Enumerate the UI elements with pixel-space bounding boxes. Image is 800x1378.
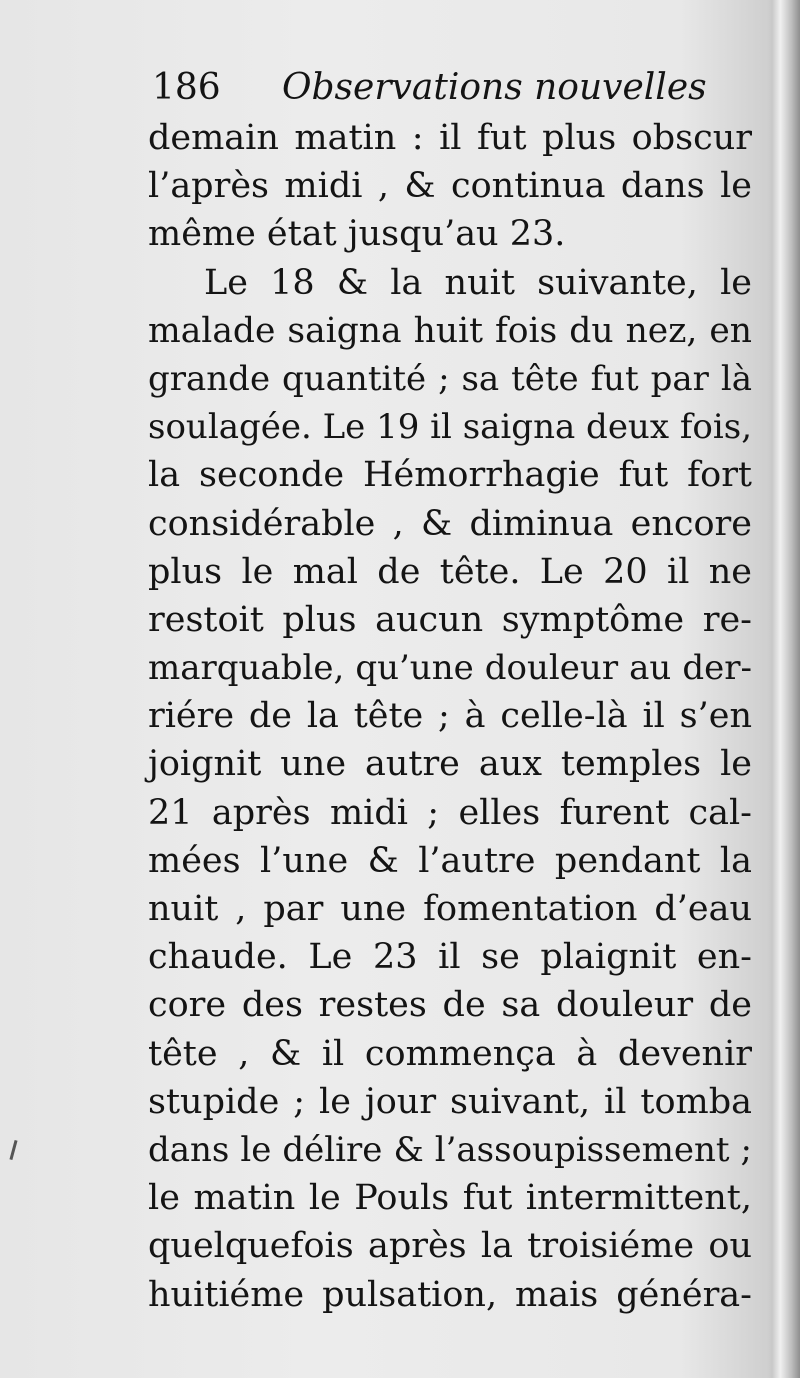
text-line: le matin le Pouls fut intermittent, xyxy=(148,1178,752,1219)
text-line: demain matin : il fut plus obscur xyxy=(148,118,752,158)
text-line: joignit une autre aux temples le xyxy=(148,744,752,785)
text-line: soulagée. Le 19 il saigna deux fois, xyxy=(148,407,752,448)
text-line: plus le mal de tête. Le 20 il ne xyxy=(148,551,752,592)
text-line: tête , & il commença à devenir xyxy=(148,1033,752,1074)
text-line: malade saigna huit fois du nez, en xyxy=(148,310,752,351)
page-gutter xyxy=(772,0,800,1378)
text-line: marquable, qu’une douleur au der- xyxy=(148,648,752,689)
running-title: Observations nouvelles xyxy=(282,67,707,108)
text-line: grande quantité ; sa tête fut par là xyxy=(148,358,752,399)
text-line: restoit plus aucun symptôme re- xyxy=(148,599,752,640)
text-line: la seconde Hémorrhagie fut fort xyxy=(148,455,752,496)
body-text xyxy=(148,114,752,1319)
text-line: mées l’une & l’autre pendant la xyxy=(148,840,752,881)
text-line: quelquefois après la troisiéme ou xyxy=(148,1226,752,1267)
text-line: core des restes de sa douleur de xyxy=(148,985,752,1026)
text-line: huitiéme pulsation, mais généra- xyxy=(148,1274,752,1315)
margin-mark xyxy=(9,1140,17,1160)
text-line: dans le délire & l’assoupissement ; xyxy=(148,1129,752,1170)
text-line: riére de la tête ; à celle-là il s’en xyxy=(148,696,752,737)
text-line: 21 après midi ; elles furent cal- xyxy=(148,792,752,833)
text-line: nuit , par une fomentation d’eau xyxy=(148,889,752,929)
text-line: chaude. Le 23 il se plaignit en- xyxy=(148,937,752,978)
text-line: considérable , & diminua encore xyxy=(148,503,752,544)
paragraph-start-line: Le 18 & la nuit suivante, le xyxy=(204,262,752,303)
text-line: stupide ; le jour suivant, il tomba xyxy=(148,1081,752,1122)
page-number: 186 xyxy=(152,67,221,108)
page-header xyxy=(152,62,752,114)
text-line: même état jusqu’au 23. xyxy=(148,214,566,255)
text-line: l’après midi , & continua dans le xyxy=(148,166,752,207)
